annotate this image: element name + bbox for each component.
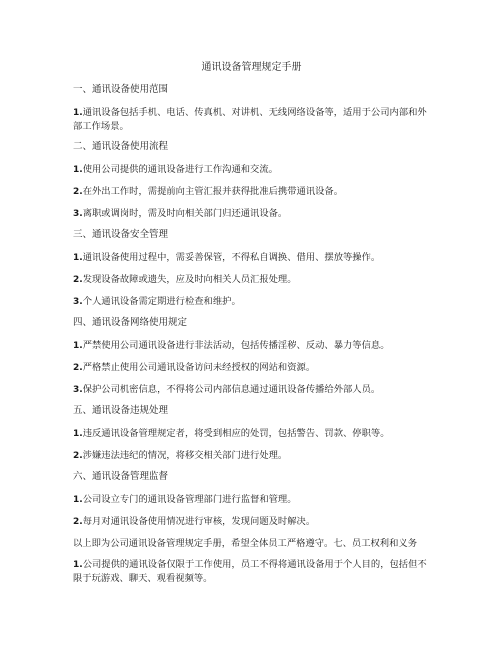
section-heading: 一、通讯设备使用范围 bbox=[73, 84, 169, 95]
item-number: 1. bbox=[73, 495, 83, 505]
list-item bbox=[73, 427, 430, 441]
item-number: 2. bbox=[73, 363, 83, 373]
list-item bbox=[73, 163, 430, 177]
list-item bbox=[73, 295, 430, 309]
item-text: 违反通讯设备管理规定者，将受到相应的处罚，包括警告、罚款、停职等。 bbox=[82, 428, 390, 439]
closing-paragraph: 以上即为公司通讯设备管理规定手册，希望全体员工严格遵守。七、员工权利和义务 bbox=[73, 538, 417, 549]
item-number: 1. bbox=[73, 560, 83, 570]
item-text: 发现设备故障或遗失，应及时向相关人员汇报处理。 bbox=[82, 274, 297, 285]
section-3 bbox=[73, 229, 430, 309]
list-item bbox=[73, 273, 430, 287]
item-number: 3. bbox=[73, 209, 83, 219]
item-text: 个人通讯设备需定期进行检查和维护。 bbox=[82, 296, 241, 307]
item-number: 1. bbox=[73, 108, 83, 118]
item-number: 2. bbox=[73, 451, 83, 461]
item-number: 2. bbox=[73, 275, 83, 285]
list-item bbox=[73, 449, 430, 463]
item-text: 涉嫌违法违纪的情况，将移交相关部门进行处理。 bbox=[82, 450, 288, 461]
section-5 bbox=[73, 405, 430, 463]
item-text: 使用公司提供的通讯设备进行工作沟通和交流。 bbox=[82, 164, 278, 175]
list-item bbox=[73, 339, 430, 353]
item-text: 严禁使用公司通讯设备进行非法活动，包括传播淫秽、反动、暴力等信息。 bbox=[82, 340, 390, 351]
section-2 bbox=[73, 141, 430, 221]
item-text: 离职或调岗时，需及时向相关部门归还通讯设备。 bbox=[82, 208, 288, 219]
list-item bbox=[73, 185, 430, 199]
item-text: 在外出工作时，需提前向主管汇报并获得批准后携带通讯设备。 bbox=[82, 186, 344, 197]
item-text: 公司提供的通讯设备仅限于工作使用，员工不得将通讯设备用于个人目的，包括但不限于玩游戏、聊天、观看视频等。 bbox=[73, 559, 427, 584]
section-heading: 六、通讯设备管理监督 bbox=[73, 471, 169, 482]
item-number: 1. bbox=[73, 429, 83, 439]
item-text: 通讯设备包括手机、电话、传真机、对讲机、无线网络设备等，适用于公司内部和外部工作场景。 bbox=[73, 107, 427, 132]
item-text: 每月对通讯设备使用情况进行审核，发现问题及时解决。 bbox=[82, 516, 316, 527]
section-heading: 五、通讯设备违规处理 bbox=[73, 405, 169, 416]
section-heading: 三、通讯设备安全管理 bbox=[73, 229, 169, 240]
item-number: 2. bbox=[73, 187, 83, 197]
item-number: 1. bbox=[73, 165, 83, 175]
document-title: 通讯设备管理规定手册 bbox=[201, 62, 302, 73]
list-item bbox=[73, 251, 430, 265]
item-text: 公司设立专门的通讯设备管理部门进行监督和管理。 bbox=[82, 494, 297, 505]
list-item bbox=[73, 383, 430, 397]
list-item bbox=[73, 515, 430, 529]
section-heading: 二、通讯设备使用流程 bbox=[73, 141, 169, 152]
item-number: 1. bbox=[73, 341, 83, 351]
item-number: 3. bbox=[73, 385, 83, 395]
list-item bbox=[73, 558, 430, 585]
list-item bbox=[73, 493, 430, 507]
section-1 bbox=[73, 84, 430, 133]
item-number: 1. bbox=[73, 253, 83, 263]
section-4 bbox=[73, 317, 430, 397]
item-number: 2. bbox=[73, 517, 83, 527]
list-item bbox=[73, 207, 430, 221]
list-item bbox=[73, 361, 430, 375]
item-number: 3. bbox=[73, 297, 83, 307]
section-6 bbox=[73, 471, 430, 529]
item-text: 保护公司机密信息，不得将公司内部信息通过通讯设备传播给外部人员。 bbox=[82, 384, 381, 395]
item-text: 通讯设备使用过程中，需妥善保管，不得私自调换、借用、摆放等操作。 bbox=[82, 252, 381, 263]
item-text: 严格禁止使用公司通讯设备访问未经授权的网站和资源。 bbox=[82, 362, 316, 373]
section-heading: 四、通讯设备网络使用规定 bbox=[73, 317, 188, 328]
list-item bbox=[73, 106, 430, 133]
